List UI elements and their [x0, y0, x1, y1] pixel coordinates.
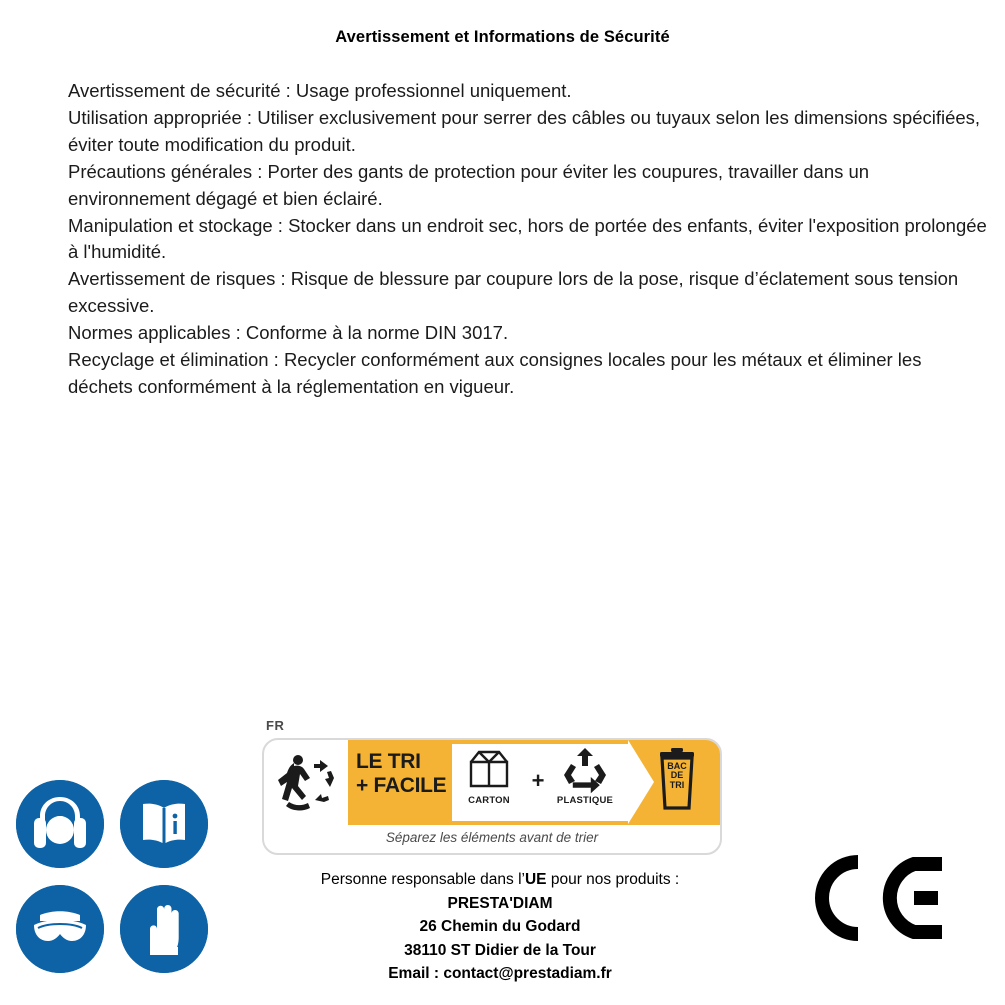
eye-protection-icon	[16, 885, 104, 973]
triman-headline-line1: LE TRI	[356, 750, 421, 773]
ce-mark-icon	[796, 852, 956, 944]
paragraph-recycling-disposal: Recyclage et élimination : Recycler conformément aux consignes locales pour les métaux et éliminer les déchets conformément à la réglementation en vigueur.	[68, 349, 922, 397]
triman-bin-line2: DE	[670, 770, 684, 781]
paragraph-handling-storage: Manipulation et stockage : Stocker dans un endroit sec, hors de portée des enfants, éviter l'exposition prolongée à l'humidité.	[68, 214, 987, 263]
triman-bin-line3: TRI	[669, 779, 685, 790]
triman-headline-line2: + FACILE	[356, 773, 447, 797]
triman-figure-icon	[268, 744, 348, 824]
responsible-person-intro-prefix: Personne responsable dans l’	[320, 871, 525, 888]
paragraph-appropriate-use: Utilisation appropriée : Utiliser exclusivement pour serrer des câbles ou tuyaux selon les dimensions spécifiées, éviter toute modification du produit.	[68, 106, 981, 155]
page-title: Avertissement et Informations de Sécurité	[335, 28, 670, 46]
triman-material-plastique	[552, 744, 618, 806]
triman-footer-text: Séparez les éléments avant de trier	[385, 830, 599, 845]
responsible-person-address: 26 Chemin du Godard	[419, 918, 581, 936]
triman-bin-icon	[642, 746, 712, 822]
triman-bin-line1: BAC	[667, 761, 687, 771]
triman-material-carton	[456, 744, 522, 806]
triman-panel	[262, 738, 722, 855]
safety-information-body	[68, 78, 988, 401]
responsible-person-intro-suffix: pour nos produits :	[546, 871, 680, 888]
triman-plus-separator: +	[531, 768, 545, 793]
responsible-person-company: PRESTA'DIAM	[447, 894, 553, 912]
triman-recycling-label	[262, 718, 722, 853]
responsible-person-intro	[170, 868, 830, 892]
triman-material-carton-label: CARTON	[468, 795, 510, 806]
read-instructions-icon	[120, 780, 208, 868]
triman-material-plastique-label: PLASTIQUE	[556, 795, 614, 806]
paragraph-applicable-standards: Normes applicables : Conforme à la norme DIN 3017.	[68, 322, 509, 344]
ear-protection-icon	[16, 780, 104, 868]
paragraph-safety-warning: Avertissement de sécurité : Usage professionnel uniquement.	[68, 80, 572, 101]
paragraph-general-precautions: Précautions générales : Porter des gants de protection pour éviter les coupures, travailler dans un environnement dégagé et bien éclairé.	[68, 160, 870, 209]
triman-bin-label	[656, 762, 698, 790]
triman-materials	[456, 742, 626, 824]
responsible-person-city: 38110 ST Didier de la Tour	[404, 941, 596, 959]
responsible-person-block	[170, 868, 830, 986]
responsible-person-email: Email : contact@prestadiam.fr	[388, 965, 612, 983]
triman-headline	[356, 750, 452, 797]
triman-country-code: FR	[266, 718, 285, 733]
responsible-person-intro-strong: UE	[524, 871, 547, 888]
paragraph-risk-warning: Avertissement de risques : Risque de blessure par coupure lors de la pose, risque d’éclatement sous tension excessive.	[68, 268, 959, 317]
